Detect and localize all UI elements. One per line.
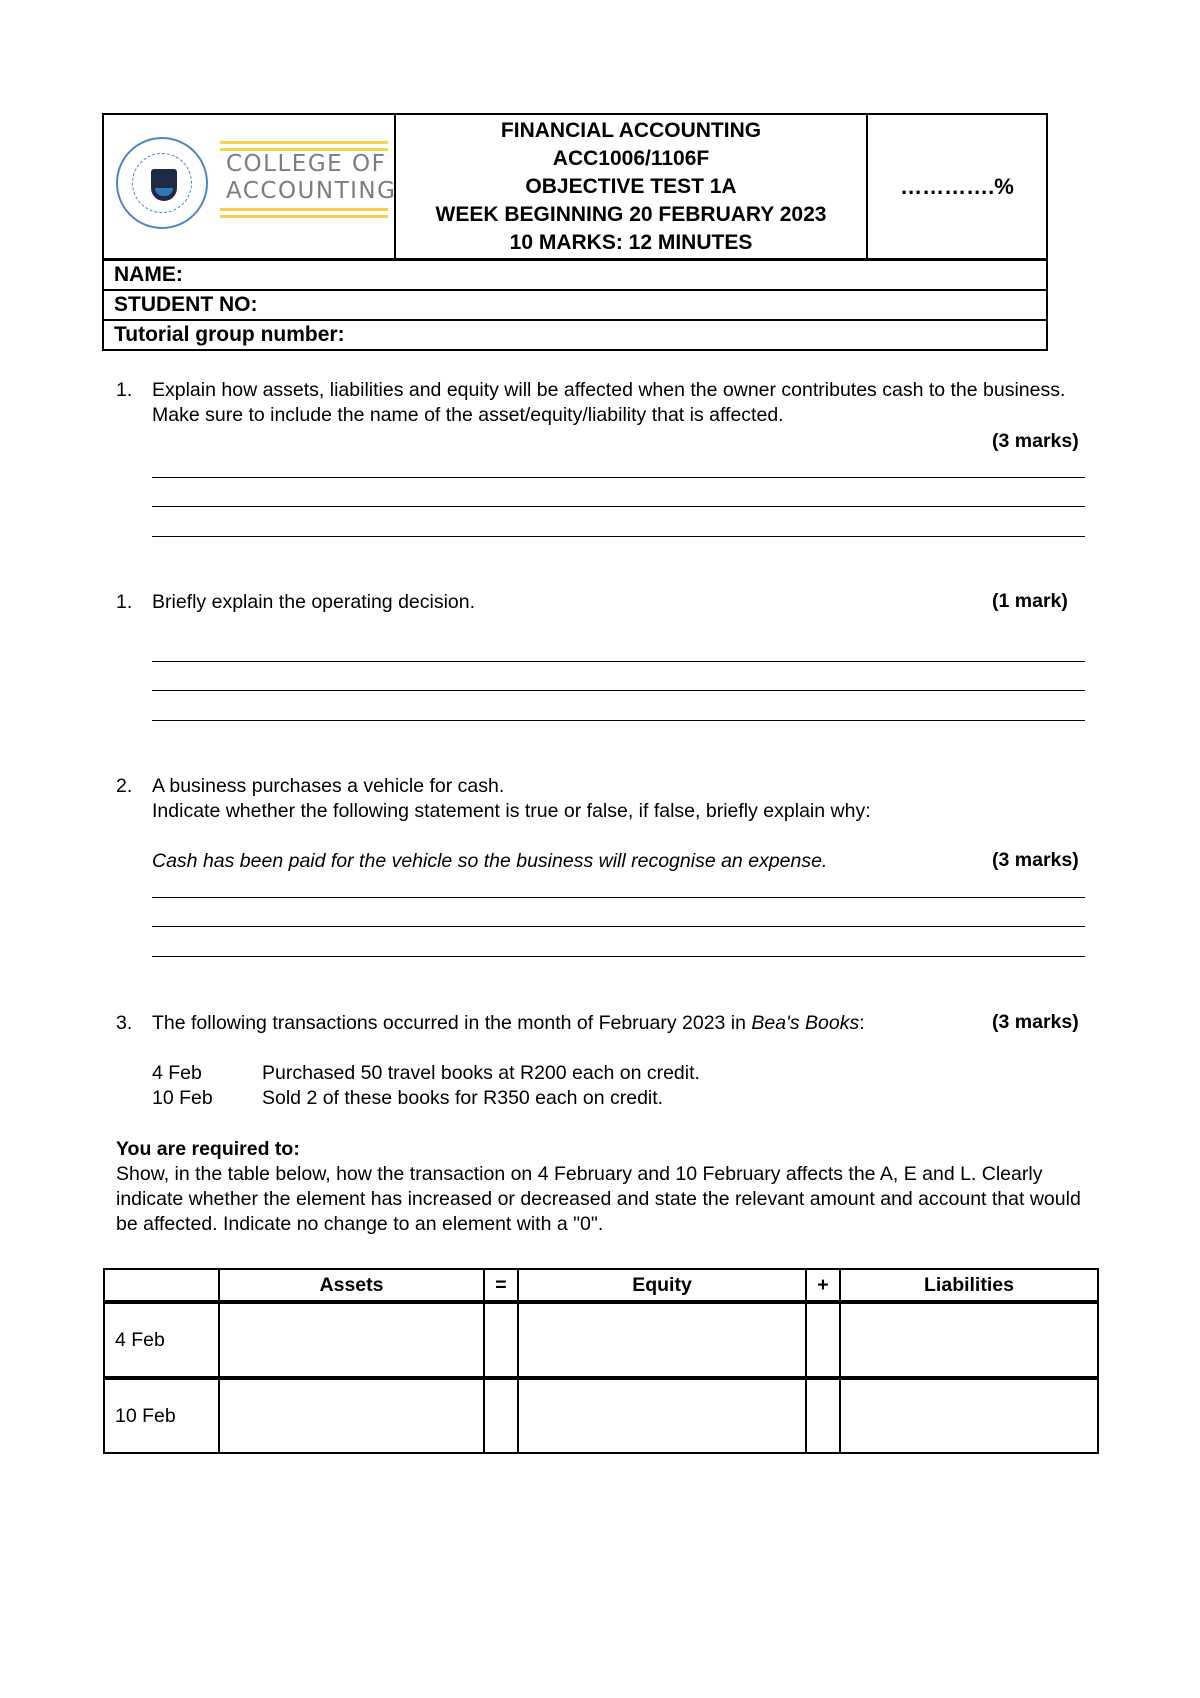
table-header-row <box>104 1269 1098 1302</box>
transaction-row <box>152 1086 1127 1111</box>
assets-cell[interactable] <box>219 1378 484 1453</box>
question-number: 1. <box>116 379 133 401</box>
equity-cell[interactable] <box>518 1378 806 1453</box>
test-title <box>396 115 868 258</box>
question-text <box>152 1011 1091 1036</box>
score-field[interactable]: ………….% <box>900 173 1014 199</box>
title-line: WEEK BEGINNING 20 FEBRUARY 2023 <box>435 202 827 226</box>
question-text-line1: A business purchases a vehicle for cash. <box>152 775 505 797</box>
college-logo <box>104 115 396 258</box>
required-heading: You are required to: <box>116 1138 300 1160</box>
answer-line[interactable] <box>152 661 1085 662</box>
plus-cell <box>806 1302 840 1378</box>
question-text-start: The following transactions occurred in the month of February 2023 in <box>152 1012 752 1034</box>
marks-label: (1 mark) <box>992 590 1068 612</box>
marks-label: (3 marks) <box>992 430 1079 452</box>
question-text-line2: Indicate whether the following statement is true or false, if false, briefly explain why: <box>152 800 871 822</box>
answer-line[interactable] <box>152 956 1085 957</box>
title-line: OBJECTIVE TEST 1A <box>525 174 737 198</box>
tutorial-group-field[interactable]: Tutorial group number: <box>114 323 345 346</box>
logo-text-accounting: ACCOUNTING <box>226 178 397 204</box>
answer-table <box>103 1268 1099 1454</box>
transaction-date: 10 Feb <box>152 1087 213 1109</box>
table-row <box>104 1302 1098 1378</box>
answer-line[interactable] <box>152 477 1085 478</box>
title-line: FINANCIAL ACCOUNTING <box>500 118 762 142</box>
question-text-end: : <box>859 1012 865 1034</box>
row-label: 4 Feb <box>104 1302 219 1378</box>
table-header-assets: Assets <box>219 1269 484 1302</box>
question-number: 3. <box>116 1012 133 1034</box>
table-header-liabilities: Liabilities <box>840 1269 1098 1302</box>
answer-line[interactable] <box>152 897 1085 898</box>
table-row <box>104 1378 1098 1453</box>
equals-cell <box>484 1302 518 1378</box>
student-number-field[interactable]: STUDENT NO: <box>104 291 1046 321</box>
transaction-date: 4 Feb <box>152 1062 202 1084</box>
question-number: 2. <box>116 775 133 797</box>
marks-label: (3 marks) <box>992 849 1079 871</box>
question-1b <box>116 590 1091 615</box>
question-text: Briefly explain the operating decision. <box>152 591 476 613</box>
answer-line[interactable] <box>152 506 1085 507</box>
transaction-list <box>152 1061 1127 1111</box>
table-header-equals: = <box>484 1269 518 1302</box>
transaction-row <box>152 1061 1127 1086</box>
title-line: 10 MARKS: 12 MINUTES <box>509 230 753 254</box>
question-number: 1. <box>116 591 133 613</box>
answer-line[interactable] <box>152 690 1085 691</box>
question-1 <box>116 378 1091 428</box>
question-text: Explain how assets, liabilities and equity will be affected when the owner contributes cash to the business. Make sure to include the name of the asset/equity/liability that is affected. <box>152 379 1066 426</box>
question-2 <box>116 774 1091 874</box>
marks-label: (3 marks) <box>992 1011 1079 1033</box>
answer-line[interactable] <box>152 720 1085 721</box>
transaction-desc: Sold 2 of these books for R350 each on credit. <box>262 1087 664 1109</box>
answer-line[interactable] <box>152 926 1085 927</box>
university-seal-icon <box>116 137 208 229</box>
title-line: ACC1006/1106F <box>552 146 710 170</box>
liabilities-cell[interactable] <box>840 1378 1098 1453</box>
name-field[interactable]: NAME: <box>104 261 1046 291</box>
liabilities-cell[interactable] <box>840 1302 1098 1378</box>
required-text: Show, in the table below, how the transaction on 4 February and 10 February affects the A, E and L. Clearly indicate whether the element has increased or decreased and state the relevant amount and account that would be affected. Indicate no change to an element with a "0". <box>116 1163 1081 1235</box>
table-header-equity: Equity <box>518 1269 806 1302</box>
equals-cell <box>484 1378 518 1453</box>
answer-line[interactable] <box>152 536 1085 537</box>
table-header-blank <box>104 1269 219 1302</box>
header-table <box>102 113 1048 351</box>
required-section <box>116 1137 1106 1237</box>
plus-cell <box>806 1378 840 1453</box>
equity-cell[interactable] <box>518 1302 806 1378</box>
row-label: 10 Feb <box>104 1378 219 1453</box>
transaction-desc: Purchased 50 travel books at R200 each on credit. <box>262 1062 700 1084</box>
question-3 <box>116 1011 1091 1036</box>
question-statement: Cash has been paid for the vehicle so the business will recognise an expense. <box>152 850 828 872</box>
business-name: Bea's Books <box>751 1012 860 1034</box>
table-header-plus: + <box>806 1269 840 1302</box>
assets-cell[interactable] <box>219 1302 484 1378</box>
logo-text-college: COLLEGE OF <box>226 151 387 177</box>
